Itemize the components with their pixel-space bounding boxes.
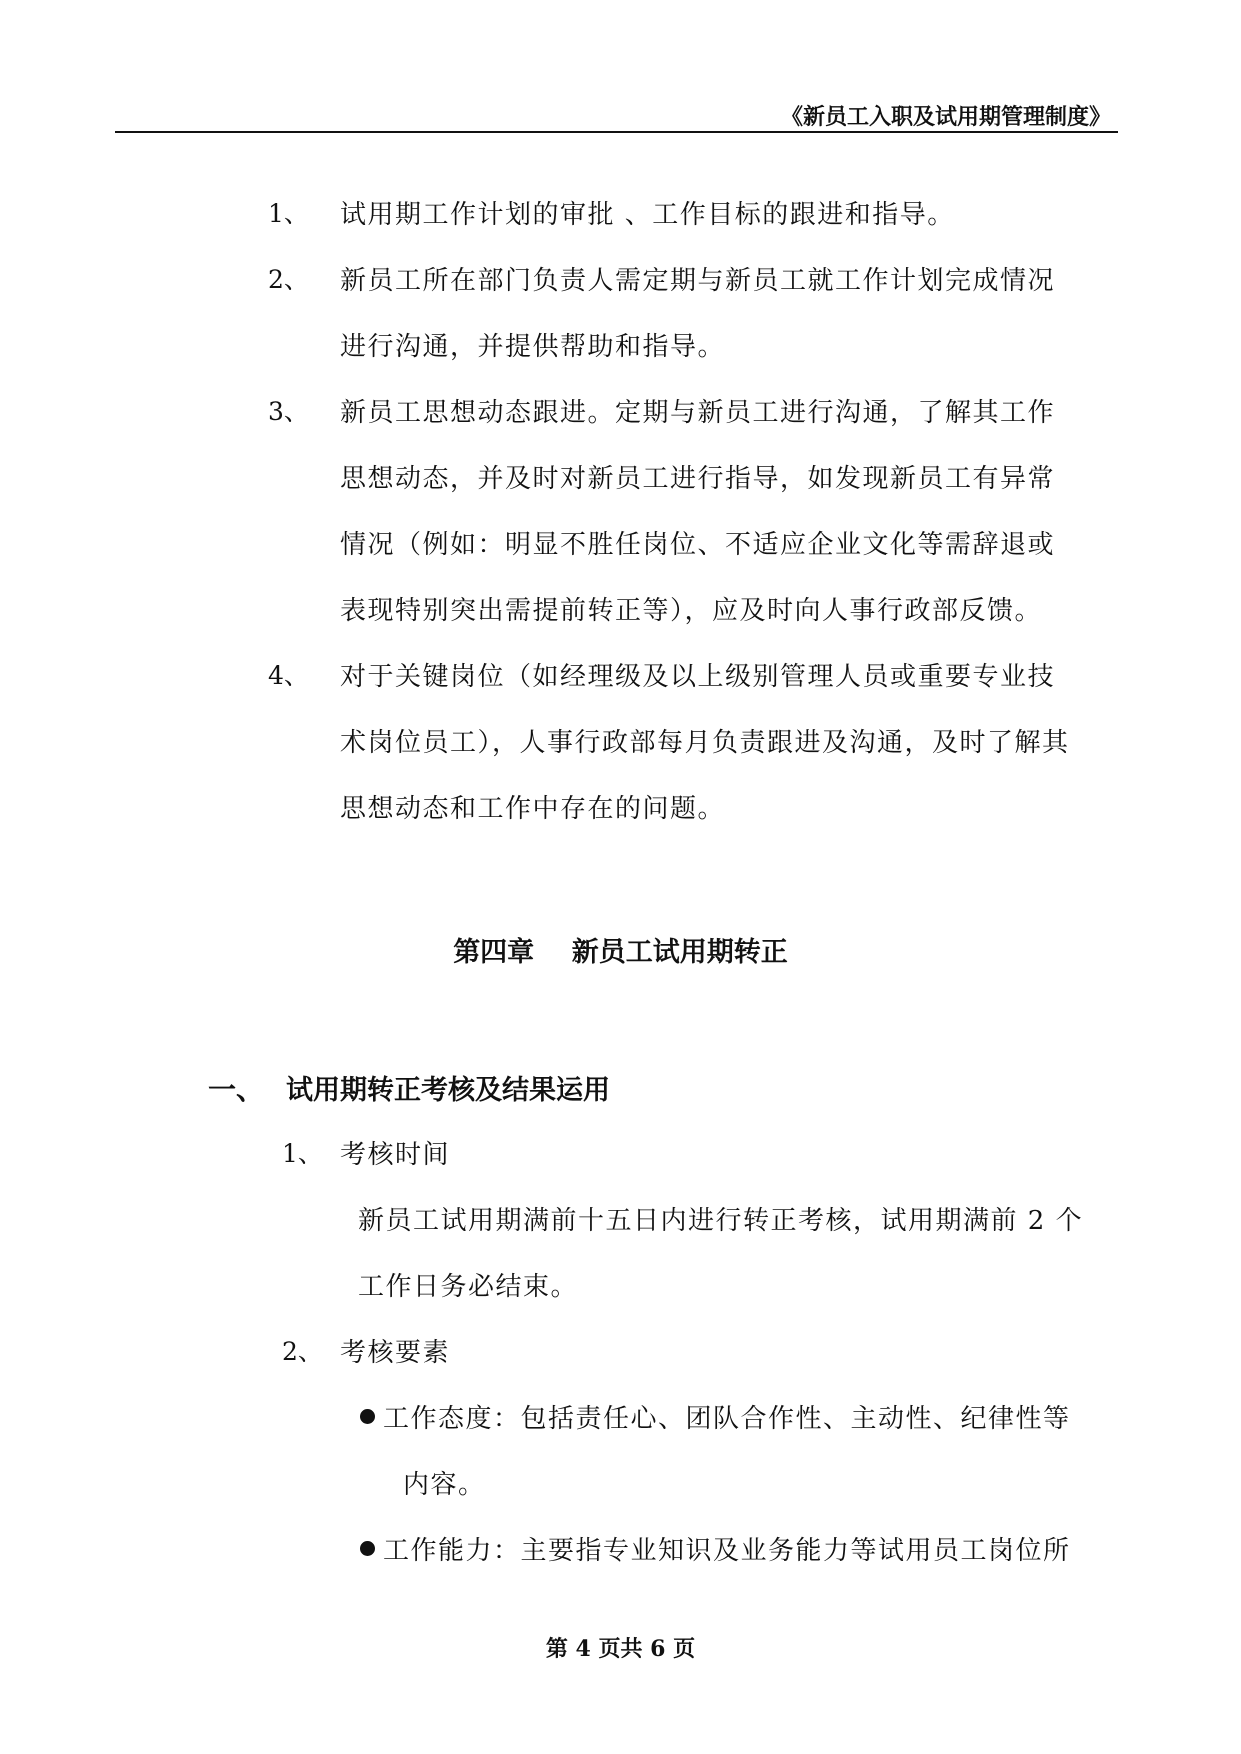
subitem-body-line: 工作日务必结束。 [358,1272,579,1302]
list-item-line: 新员工思想动态跟进。定期与新员工进行沟通，了解其工作 [340,398,1056,428]
subitem-title: 考核时间 [340,1140,451,1170]
bullet-line: 工作态度：包括责任心、团队合作性、主动性、纪律性等 [383,1404,1071,1434]
chapter-title: 第四章 新员工试用期转正 [453,937,788,968]
subitem-number: 1、 [282,1139,323,1168]
page-number: 第 4 页共 6 页 [545,1636,696,1662]
list-item-number: 3、 [268,397,309,426]
list-item-line: 进行沟通，并提供帮助和指导。 [340,332,726,362]
list-item-line: 试用期工作计划的审批 、工作目标的跟进和指导。 [340,200,955,230]
subitem-number: 2、 [282,1337,323,1366]
header-divider [115,131,1118,133]
bullet-dot-icon [360,1409,375,1424]
document-header-title: 《新员工入职及试用期管理制度》 [780,104,1111,130]
bullet-line: 工作能力：主要指专业知识及业务能力等试用员工岗位所 [383,1536,1071,1566]
section-number: 一、 [208,1073,265,1106]
bullet-line: 内容。 [403,1470,486,1500]
list-item-line: 情况（例如：明显不胜任岗位、不适应企业文化等需辞退或 [340,530,1056,560]
bullet-dot-icon [360,1541,375,1556]
list-item-line: 思想动态和工作中存在的问题。 [340,794,726,824]
list-item-number: 2、 [268,265,309,294]
list-item-line: 术岗位员工），人事行政部每月负责跟进及沟通，及时了解其 [340,728,1070,758]
subitem-title: 考核要素 [340,1338,451,1368]
section-title: 试用期转正考核及结果运用 [286,1075,610,1106]
list-item-line: 新员工所在部门负责人需定期与新员工就工作计划完成情况 [340,266,1056,296]
list-item-line: 思想动态，并及时对新员工进行指导，如发现新员工有异常 [340,464,1056,494]
list-item-line: 表现特别突出需提前转正等），应及时向人事行政部反馈。 [340,596,1043,626]
list-item-number: 4、 [268,661,309,690]
list-item-number: 1、 [268,199,309,228]
subitem-body-line: 新员工试用期满前十五日内进行转正考核，试用期满前 2 个 [358,1206,1084,1236]
list-item-line: 对于关键岗位（如经理级及以上级别管理人员或重要专业技 [340,662,1056,692]
